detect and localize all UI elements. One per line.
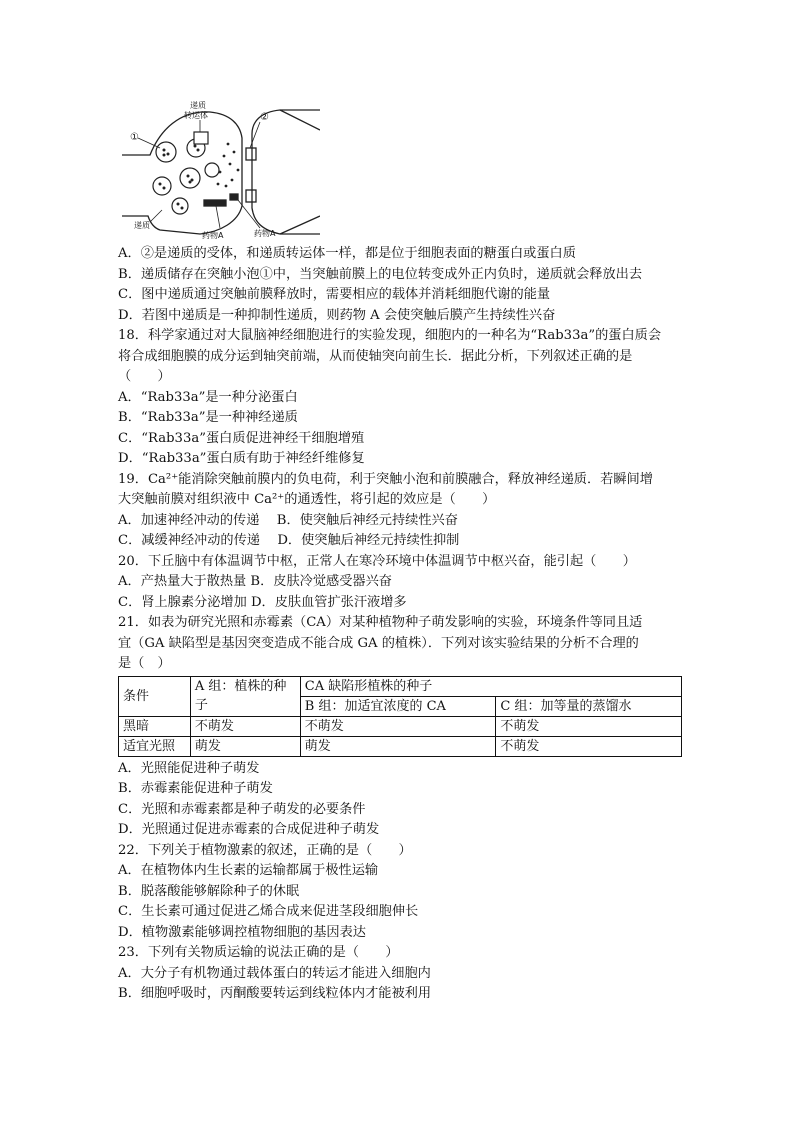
table-cell: 不萌发	[496, 716, 682, 736]
q22-stem-line: 22．下列关于植物激素的叙述，正确的是（ ）	[118, 842, 412, 858]
table-header-group-a	[190, 676, 300, 716]
table-row	[119, 716, 682, 736]
synapse-diagram	[120, 100, 320, 240]
q18-stem-line: （ ）	[118, 369, 171, 384]
table-cell: 黑暗	[119, 716, 191, 736]
q20-options-cd: C．肾上腺素分泌增加 D．皮肤血管扩张汗液增多	[118, 594, 407, 610]
experiment-table	[118, 676, 682, 757]
q21-stem-line: 宜（GA 缺陷型是基因突变造成不能合成 GA 的植株）．下列对该实验结果的分析不合理的	[118, 635, 639, 651]
q21-stem-line: 21．如表为研究光照和赤霉素（CA）对某种植物种子萌发影响的实验，环境条件等同且适	[118, 615, 643, 630]
q23-option-a: A．大分子有机物通过载体蛋白的转运才能进入细胞内	[118, 965, 431, 981]
table-row	[119, 736, 682, 756]
q19-stem-line: 大突触前膜对组织液中 Ca²⁺的通透性，将引起的效应是（ ）	[118, 492, 496, 507]
question-body	[118, 244, 688, 1005]
table-header-condition: 条件	[119, 676, 191, 716]
q22-option-b: B．脱落酸能够解除种子的休眠	[118, 883, 300, 899]
q22-option-d: D．植物激素能够调控植物细胞的基因表达	[118, 924, 366, 940]
table-header-group-c: C 组：加等量的蒸馏水	[496, 696, 682, 716]
table-cell: 萌发	[190, 736, 300, 756]
table-cell: 不萌发	[496, 736, 682, 756]
q18-option-d: D．“Rab33a”蛋白质有助于神经纤维修复	[118, 451, 365, 466]
table-cell: 不萌发	[300, 716, 496, 736]
table-header-group-b: B 组：加适宜浓度的 CA	[300, 696, 496, 716]
q19-options-ab: A．加速神经冲动的传递 B．使突触后神经元持续性兴奋	[118, 512, 458, 528]
q23-option-b: B．细胞呼吸时，丙酮酸要转运到线粒体内才能被利用	[118, 986, 432, 1001]
q18-stem-line: 18．科学家通过对大鼠脑神经细胞进行的实验发现，细胞内的一种名为“Rab33a”的蛋白质会	[118, 328, 662, 343]
q23-stem-line: 23．下列有关物质运输的说法正确的是（ ）	[118, 945, 399, 960]
table-header-group-a-line1: A 组：植株的种	[194, 679, 287, 694]
q21-option-d: D．光照通过促进赤霉素的合成促进种子萌发	[118, 822, 380, 837]
q17-option-c: C．图中递质通过突触前膜释放时，需要相应的载体并消耗细胞代谢的能量	[118, 287, 551, 302]
q17-option-d: D．若图中递质是一种抑制性递质，则药物 A 会使突触后膜产生持续性兴奋	[118, 307, 556, 323]
table-cell: 不萌发	[190, 716, 300, 736]
table-header-group-a-line2: 子	[194, 698, 208, 713]
q18-option-c: C．“Rab33a”蛋白质促进神经干细胞增殖	[118, 430, 365, 446]
label-circle-1: ①	[130, 132, 139, 143]
q18-stem-line: 将合成细胞膜的成分运到轴突前端，从而使轴突向前生长．据此分析，下列叙述正确的是	[118, 348, 633, 364]
table-cell: 适宜光照	[119, 736, 191, 756]
label-transmitter: 递质	[134, 221, 150, 230]
q22-option-c: C．生长素可通过促进乙烯合成来促进茎段细胞伸长	[118, 904, 419, 919]
label-drug-bottom: 药物A	[202, 231, 224, 240]
q20-stem-line: 20．下丘脑中有体温调节中枢，正常人在寒冷环境中体温调节中枢兴奋，能引起（ ）	[118, 553, 636, 569]
q17-option-a: A．②是递质的受体，和递质转运体一样，都是位于细胞表面的糖蛋白或蛋白质	[118, 246, 576, 261]
q18-option-b: B．“Rab33a”是一种神经递质	[118, 410, 298, 425]
q19-stem-line: 19．Ca²⁺能消除突触前膜内的负电荷，利于突触小泡和前膜融合，释放神经递质．若瞬间增	[118, 471, 653, 487]
q21-option-a: A．光照能促进种子萌发	[118, 760, 260, 776]
q21-option-b: B．赤霉素能促进种子萌发	[118, 781, 273, 796]
q19-options-cd: C．减缓神经冲动的传递 D．使突触后神经元持续性抑制	[118, 533, 460, 548]
table-cell: 萌发	[300, 736, 496, 756]
q17-option-b: B．递质储存在突触小泡①中，当突触前膜上的电位转变成外正内负时，递质就会释放出去	[118, 266, 642, 282]
q21-stem-line: 是（ ）	[118, 656, 171, 671]
q18-option-a: A．“Rab33a”是一种分泌蛋白	[118, 389, 298, 405]
label-transporter-1: 递质	[190, 101, 206, 110]
table-header-ca-deficient: CA 缺陷形植株的种子	[300, 676, 681, 696]
label-transporter-2: 转运体	[184, 111, 208, 120]
q22-option-a: A．在植物体内生长素的运输都属于极性运输	[118, 863, 379, 878]
label-circle-2: ②	[260, 112, 269, 123]
q20-options-ab: A．产热量大于散热量 B．皮肤冷觉感受器兴奋	[118, 574, 392, 589]
q21-option-c: C．光照和赤霉素都是种子萌发的必要条件	[118, 801, 366, 817]
label-drug-right: 药物A	[254, 229, 276, 238]
